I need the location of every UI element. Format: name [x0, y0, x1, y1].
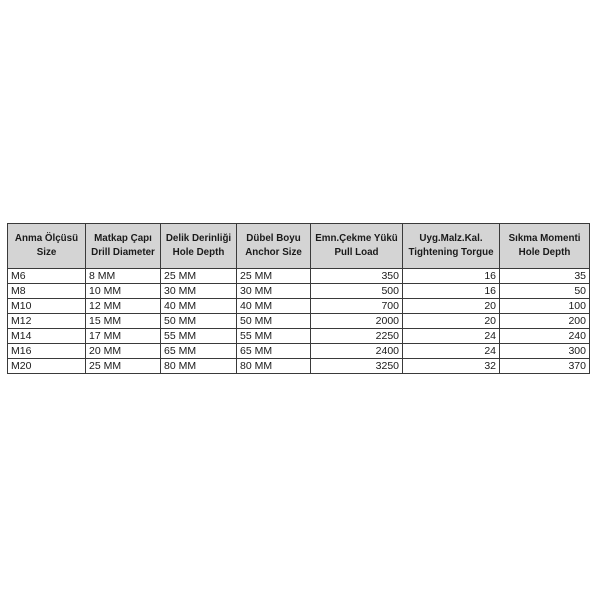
header-tightening-torque: Uyg.Malz.Kal. Tightening Torgue	[403, 224, 500, 269]
table-header	[8, 224, 590, 269]
table-row	[8, 284, 590, 299]
cell-tightening-moment: 50	[500, 284, 590, 299]
cell-drill-diameter: 20 MM	[86, 344, 161, 359]
cell-anchor-size: 40 MM	[237, 299, 311, 314]
cell-anchor-size: 80 MM	[237, 359, 311, 374]
cell-drill-diameter: 25 MM	[86, 359, 161, 374]
cell-drill-diameter: 10 MM	[86, 284, 161, 299]
cell-pull-load: 350	[311, 269, 403, 284]
cell-hole-depth: 55 MM	[161, 329, 237, 344]
cell-pull-load: 500	[311, 284, 403, 299]
cell-size: M8	[8, 284, 86, 299]
header-tightening-moment: Sıkma Momenti Hole Depth	[500, 224, 590, 269]
cell-pull-load: 700	[311, 299, 403, 314]
table-row	[8, 314, 590, 329]
cell-size: M14	[8, 329, 86, 344]
cell-tightening-moment: 370	[500, 359, 590, 374]
spec-table-container	[7, 223, 589, 374]
cell-pull-load: 3250	[311, 359, 403, 374]
cell-tightening-torque: 16	[403, 269, 500, 284]
cell-pull-load: 2250	[311, 329, 403, 344]
table-row	[8, 299, 590, 314]
table-row	[8, 344, 590, 359]
cell-pull-load: 2400	[311, 344, 403, 359]
cell-size: M20	[8, 359, 86, 374]
header-anchor-size: Dübel Boyu Anchor Size	[237, 224, 311, 269]
cell-hole-depth: 65 MM	[161, 344, 237, 359]
cell-drill-diameter: 12 MM	[86, 299, 161, 314]
cell-hole-depth: 50 MM	[161, 314, 237, 329]
cell-tightening-moment: 300	[500, 344, 590, 359]
cell-hole-depth: 30 MM	[161, 284, 237, 299]
cell-tightening-moment: 35	[500, 269, 590, 284]
cell-anchor-size: 25 MM	[237, 269, 311, 284]
header-hole-depth: Delik Derinliği Hole Depth	[161, 224, 237, 269]
cell-size: M16	[8, 344, 86, 359]
cell-anchor-size: 50 MM	[237, 314, 311, 329]
cell-drill-diameter: 17 MM	[86, 329, 161, 344]
header-row	[8, 224, 590, 269]
cell-hole-depth: 25 MM	[161, 269, 237, 284]
cell-hole-depth: 40 MM	[161, 299, 237, 314]
cell-anchor-size: 65 MM	[237, 344, 311, 359]
cell-anchor-size: 55 MM	[237, 329, 311, 344]
cell-size: M10	[8, 299, 86, 314]
table-row	[8, 329, 590, 344]
header-drill-diameter: Matkap Çapı Drill Diameter	[86, 224, 161, 269]
cell-tightening-torque: 16	[403, 284, 500, 299]
cell-anchor-size: 30 MM	[237, 284, 311, 299]
cell-size: M12	[8, 314, 86, 329]
cell-pull-load: 2000	[311, 314, 403, 329]
header-pull-load: Emn.Çekme Yükü Pull Load	[311, 224, 403, 269]
table-row	[8, 269, 590, 284]
table-row	[8, 359, 590, 374]
cell-tightening-torque: 20	[403, 314, 500, 329]
cell-tightening-moment: 100	[500, 299, 590, 314]
cell-hole-depth: 80 MM	[161, 359, 237, 374]
cell-tightening-torque: 24	[403, 344, 500, 359]
cell-tightening-torque: 32	[403, 359, 500, 374]
cell-size: M6	[8, 269, 86, 284]
anchor-spec-table	[7, 223, 590, 374]
cell-tightening-moment: 200	[500, 314, 590, 329]
cell-drill-diameter: 15 MM	[86, 314, 161, 329]
header-size: Anma Ölçüsü Size	[8, 224, 86, 269]
cell-tightening-torque: 24	[403, 329, 500, 344]
table-body	[8, 269, 590, 374]
cell-tightening-moment: 240	[500, 329, 590, 344]
cell-tightening-torque: 20	[403, 299, 500, 314]
cell-drill-diameter: 8 MM	[86, 269, 161, 284]
